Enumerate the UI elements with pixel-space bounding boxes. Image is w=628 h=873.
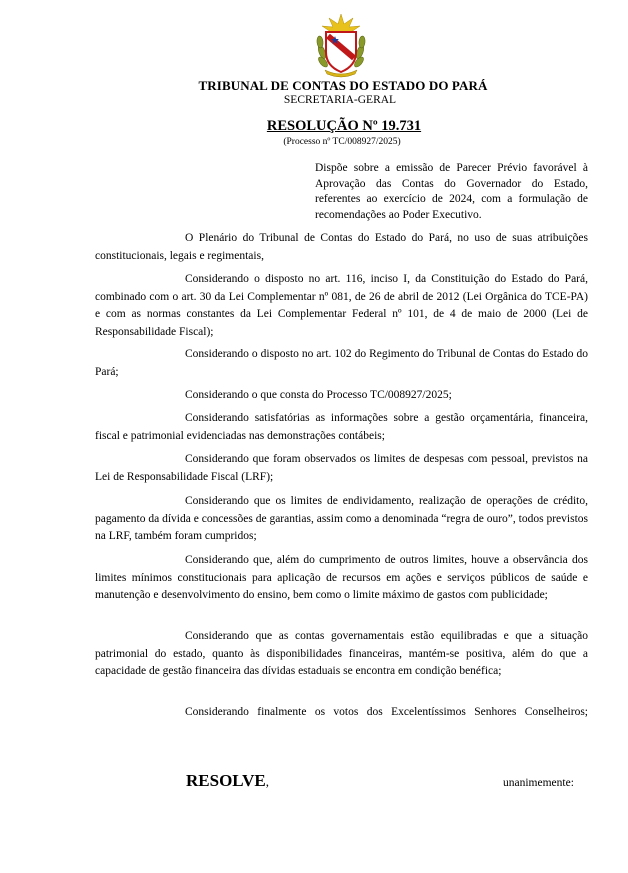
paragraph-considerando: Considerando satisfatórias as informações sobre a gestão orçamentária, financeira, fiscal e patrimonial evidenciadas nas demonstrações contábeis; — [95, 412, 588, 442]
paragraph-considerando: Considerando o que consta do Processo TC/008927/2025; — [185, 389, 452, 401]
ementa-summary: Dispõe sobre a emissão de Parecer Prévio favorável à Aprovação das Contas do Governador do Estado, referentes ao exercício de 2024, com a formulação de recomendações ao Poder Executivo. — [315, 162, 588, 221]
paragraph-considerando: Considerando que os limites de endividamento, realização de operações de crédito, pagamento da dívida e concessões de garantias, assim como a denominada “regra de ouro”, todos previstos na LRF, também foram cumpridos; — [95, 495, 588, 542]
tce-pa-seal-icon — [313, 12, 369, 78]
resolution-title: RESOLUÇÃO Nº 19.731 — [266, 118, 422, 134]
unanimously-text: unanimemente: — [503, 777, 574, 789]
resolve-word: RESOLVE — [186, 771, 266, 790]
process-number: (Processo nº TC/008927/2025) — [283, 137, 401, 147]
paragraph-considerando: Considerando que as contas governamentais estão equilibradas e que a situação patrimonial do estado, quanto às disponibilidades financeiras, mantém-se positiva, além do que a capacidade de gestão financeira das dívidas estaduais se encontra em condição benéfica; — [95, 630, 588, 677]
organization-name: TRIBUNAL DE CONTAS DO ESTADO DO PARÁ — [198, 78, 488, 93]
resolve-heading — [186, 771, 269, 791]
department-name: SECRETARIA-GERAL — [283, 94, 397, 106]
resolve-comma: , — [265, 774, 269, 789]
paragraph-considerando: Considerando finalmente os votos dos Excelentíssimos Senhores Conselheiros; — [185, 706, 588, 718]
paragraph-preamble: O Plenário do Tribunal de Contas do Estado do Pará, no uso de suas atribuições constitucionais, legais e regimentais, — [95, 232, 588, 262]
paragraph-considerando: Considerando que, além do cumprimento de outros limites, houve a observância dos limites mínimos constitucionais para aplicação de recursos em ações e serviços públicos de saúde e manutenção e desenvolvimento do ensino, bem como o limite máximo de gastos com publicidade; — [95, 554, 588, 601]
paragraph-considerando: Considerando o disposto no art. 116, inciso I, da Constituição do Estado do Pará, combinado com o art. 30 da Lei Complementar nº 081, de 26 de abril de 2012 (Lei Orgânica do TCE-PA) e com as normas constantes da Lei Complementar Federal nº 101, de 4 de maio de 2000 (Lei de Responsabilidade Fiscal); — [95, 273, 588, 338]
paragraph-considerando: Considerando o disposto no art. 102 do Regimento do Tribunal de Contas do Estado do Pará; — [95, 348, 588, 378]
paragraph-considerando: Considerando que foram observados os limites de despesas com pessoal, previstos na Lei de Responsabilidade Fiscal (LRF); — [95, 453, 588, 483]
